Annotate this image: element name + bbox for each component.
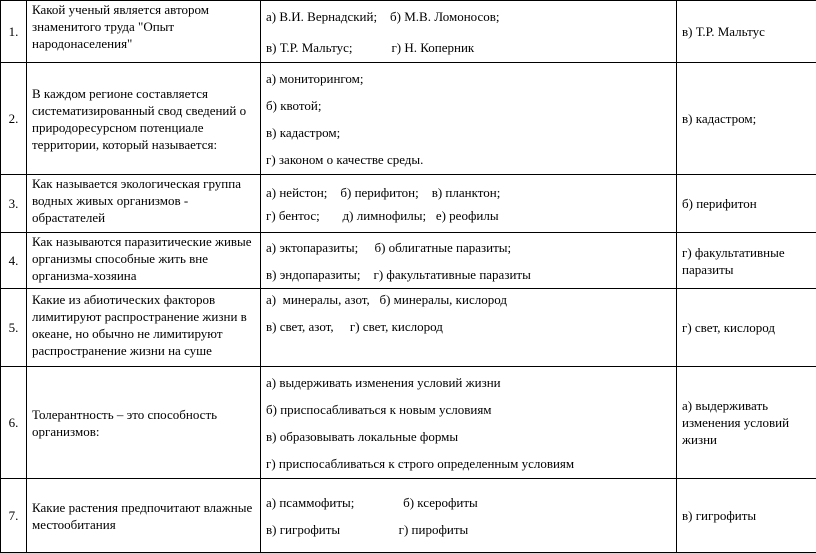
option-line: в) образовывать локальные формы bbox=[266, 428, 671, 445]
option-line: г) приспосабливаться к строго определенным условиям bbox=[266, 455, 671, 472]
question-text: Какие растения предпочитают влажные местообитания bbox=[27, 479, 261, 553]
option-line: в) Т.Р. Мальтус; г) Н. Коперник bbox=[266, 39, 671, 56]
option-line: а) псаммофиты; б) ксерофиты bbox=[266, 494, 671, 511]
table-row bbox=[1, 175, 816, 233]
answer-text: б) перифитон bbox=[677, 175, 816, 233]
table-row bbox=[1, 367, 816, 479]
table-row bbox=[1, 1, 816, 63]
question-text: Какие из абиотических факторов лимитируют распространение жизни в океане, но обычно не лимитируют распространение жизни на суше bbox=[27, 289, 261, 367]
option-line: в) эндопаразиты; г) факультативные паразиты bbox=[266, 266, 671, 283]
options-cell bbox=[261, 233, 677, 289]
answer-text: г) факультативные паразиты bbox=[677, 233, 816, 289]
option-line: в) кадастром; bbox=[266, 124, 671, 141]
row-number: 2. bbox=[1, 63, 27, 175]
options-cell bbox=[261, 175, 677, 233]
option-line: а) В.И. Вернадский; б) М.В. Ломоносов; bbox=[266, 8, 671, 25]
option-line: г) бентос; д) лимнофилы; е) реофилы bbox=[266, 207, 671, 224]
question-text: Как называется экологическая группа водных живых организмов - обрастателей bbox=[27, 175, 261, 233]
option-line: а) минералы, азот, б) минералы, кислород bbox=[266, 291, 671, 308]
options-cell bbox=[261, 289, 677, 367]
option-line: в) гигрофиты г) пирофиты bbox=[266, 521, 671, 538]
row-number: 1. bbox=[1, 1, 27, 63]
row-number: 5. bbox=[1, 289, 27, 367]
option-line: а) мониторингом; bbox=[266, 70, 671, 87]
option-line: а) выдерживать изменения условий жизни bbox=[266, 374, 671, 391]
question-text: В каждом регионе составляется систематизированный свод сведений о природоресурсном потенциале территории, который называется: bbox=[27, 63, 261, 175]
option-line: б) приспосабливаться к новым условиям bbox=[266, 401, 671, 418]
option-line: б) квотой; bbox=[266, 97, 671, 114]
answer-text: г) свет, кислород bbox=[677, 289, 816, 367]
row-number: 3. bbox=[1, 175, 27, 233]
options-cell bbox=[261, 367, 677, 479]
answer-text: в) кадастром; bbox=[677, 63, 816, 175]
option-line: а) эктопаразиты; б) облигатные паразиты; bbox=[266, 239, 671, 256]
row-number: 7. bbox=[1, 479, 27, 553]
table-row bbox=[1, 479, 816, 553]
option-line: а) нейстон; б) перифитон; в) планктон; bbox=[266, 184, 671, 201]
answer-text: а) выдерживать изменения условий жизни bbox=[677, 367, 816, 479]
option-line: г) законом о качестве среды. bbox=[266, 151, 671, 168]
question-text: Толерантность – это способность организмов: bbox=[27, 367, 261, 479]
table-row bbox=[1, 233, 816, 289]
options-cell bbox=[261, 479, 677, 553]
table-row bbox=[1, 289, 816, 367]
option-line: в) свет, азот, г) свет, кислород bbox=[266, 318, 671, 335]
options-cell bbox=[261, 1, 677, 63]
row-number: 4. bbox=[1, 233, 27, 289]
answer-text: в) гигрофиты bbox=[677, 479, 816, 553]
question-text: Какой ученый является автором знаменитого труда "Опыт народонаселения" bbox=[27, 1, 261, 63]
answer-text: в) Т.Р. Мальтус bbox=[677, 1, 816, 63]
row-number: 6. bbox=[1, 367, 27, 479]
options-cell bbox=[261, 63, 677, 175]
table-row bbox=[1, 63, 816, 175]
question-text: Как называются паразитические живые организмы способные жить вне организма-хозяина bbox=[27, 233, 261, 289]
